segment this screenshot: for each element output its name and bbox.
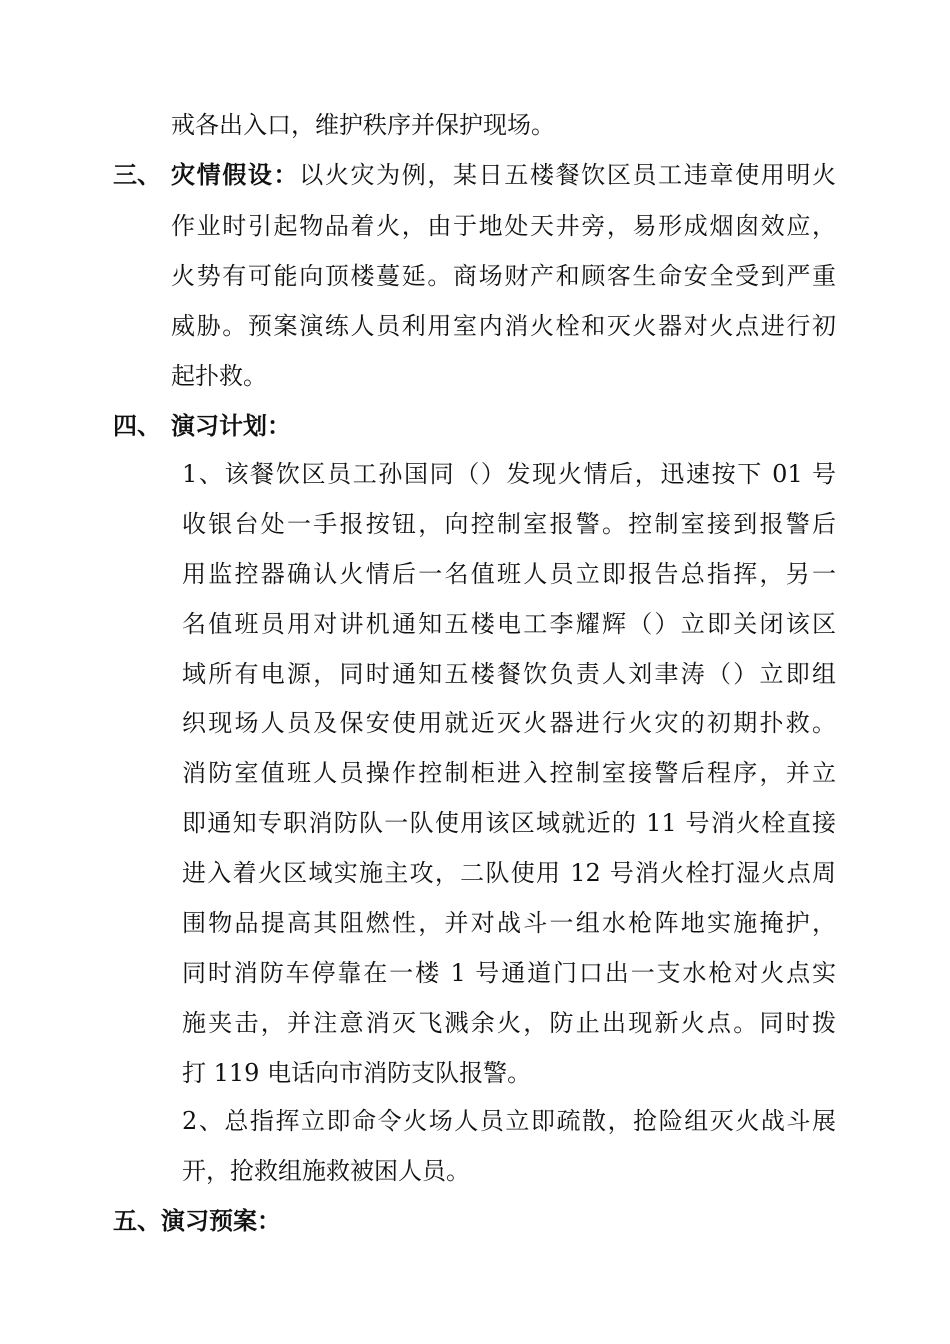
- section-heading: 五、演习预案：: [113, 1206, 281, 1235]
- paragraph-line: 用监控器确认火情后一名值班人员立即报告总指挥，另一: [182, 560, 836, 588]
- paragraph-line: 威胁。预案演练人员利用室内消火栓和灭火器对火点进行初: [171, 312, 836, 340]
- paragraph-line: 域所有电源，同时通知五楼餐饮负责人刘聿涛（）立即组: [182, 660, 836, 688]
- paragraph-line: 施夹击，并注意消灭飞溅余火，防止出现新火点。同时拨: [182, 1009, 836, 1037]
- section-heading: 演习计划：: [171, 411, 291, 440]
- paragraph-line: 戒各出入口，维护秩序并保护现场。: [171, 111, 555, 139]
- paragraph-line: 起扑救。: [171, 362, 267, 390]
- paragraph-line: 围物品提高其阻燃性，并对战斗一组水枪阵地实施掩护，: [182, 909, 836, 937]
- paragraph-line: 同时消防车停靠在一楼 1 号通道门口出一支水枪对火点实: [182, 959, 836, 987]
- paragraph-line: 收银台处一手报按钮，向控制室报警。控制室接到报警后: [182, 510, 836, 538]
- paragraph-line: 消防室值班人员操作控制柜进入控制室接警后程序，并立: [182, 759, 836, 787]
- paragraph-line: 进入着火区域实施主攻，二队使用 12 号消火栓打湿火点周: [182, 859, 836, 887]
- paragraph-line: 2、总指挥立即命令火场人员立即疏散，抢险组灭火战斗展: [182, 1107, 836, 1135]
- section-number: 三、: [113, 160, 161, 189]
- paragraph-text: 以火灾为例，某日五楼餐饮区员工违章使用明火: [299, 161, 837, 189]
- paragraph-line: 火势有可能向顶楼蔓延。商场财产和顾客生命安全受到严重: [171, 262, 836, 290]
- paragraph-line: 作业时引起物品着火，由于地处天井旁，易形成烟囱效应，: [171, 212, 836, 240]
- paragraph-line: 打 119 电话向市消防支队报警。: [182, 1059, 532, 1087]
- paragraph-line: 织现场人员及保安使用就近灭火器进行火灾的初期扑救。: [182, 709, 836, 737]
- paragraph-line: 1、该餐饮区员工孙国同（）发现火情后，迅速按下 01 号: [182, 460, 836, 488]
- paragraph-line: 名值班员用对讲机通知五楼电工李耀辉（）立即关闭该区: [182, 610, 836, 638]
- section-heading: 灾情假设：: [171, 160, 300, 189]
- section-3-first-line: [171, 160, 836, 190]
- paragraph-line: 开，抢救组施救被困人员。: [182, 1157, 470, 1185]
- section-number: 四、: [113, 411, 161, 440]
- paragraph-line: 即通知专职消防队一队使用该区域就近的 11 号消火栓直接: [182, 809, 836, 837]
